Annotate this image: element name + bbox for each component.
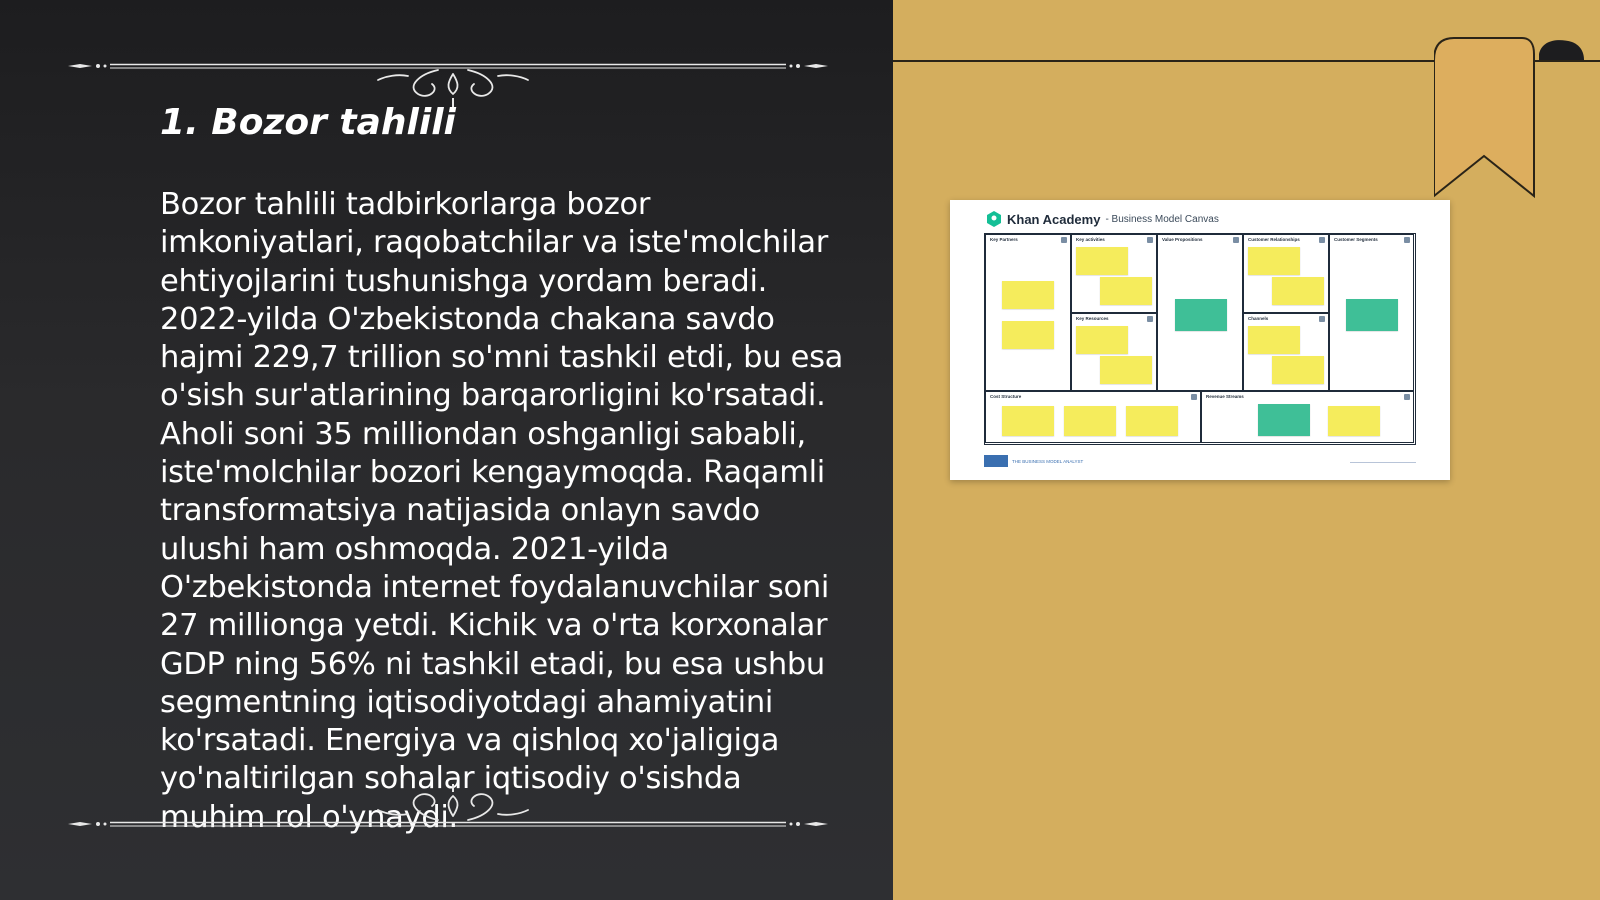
channels-cell <box>1243 313 1329 391</box>
money-bag-icon <box>1404 394 1410 400</box>
value-propositions-label: Value Propositions <box>1162 237 1203 242</box>
canvas-grid <box>984 233 1416 445</box>
bookmark-ribbon-icon <box>1434 36 1584 201</box>
heart-icon <box>1319 237 1325 243</box>
sticky-note <box>1076 326 1128 354</box>
business-model-canvas-image <box>950 200 1450 480</box>
sticky-note <box>1002 321 1054 349</box>
canvas-subtitle: - Business Model Canvas <box>1105 213 1219 225</box>
canvas-brand: Khan Academy <box>1007 211 1101 227</box>
channels-label: Channels <box>1248 316 1269 321</box>
factory-icon <box>1147 316 1153 322</box>
canvas-header <box>986 208 1219 230</box>
bottom-ornament-divider <box>68 784 828 854</box>
sticky-note <box>1272 277 1324 305</box>
sticky-note <box>1248 326 1300 354</box>
sticky-note <box>1002 406 1054 436</box>
check-icon <box>1147 237 1153 243</box>
revenue-streams-label: Revenue Streams <box>1206 394 1244 399</box>
cost-structure-label: Cost Structure <box>990 394 1022 399</box>
canvas-footer-logo <box>984 455 1083 467</box>
truck-icon <box>1319 316 1325 322</box>
revenue-streams-cell <box>1201 391 1414 443</box>
customer-segments-cell <box>1329 234 1414 391</box>
sticky-note <box>1064 406 1116 436</box>
sticky-note <box>1258 404 1310 436</box>
key-activities-label: Key activities <box>1076 237 1105 242</box>
key-activities-cell <box>1071 234 1157 313</box>
sticky-note <box>1175 299 1227 331</box>
sticky-note <box>1076 247 1128 275</box>
sticky-note <box>1100 356 1152 384</box>
customer-relationships-label: Customer Relationships <box>1248 237 1300 242</box>
key-resources-cell <box>1071 313 1157 391</box>
canvas-footer-text: THE BUSINESS MODEL ANALYST <box>1012 458 1084 464</box>
customer-relationships-cell <box>1243 234 1329 313</box>
value-propositions-cell <box>1157 234 1243 391</box>
sticky-note <box>1346 299 1398 331</box>
sticky-note <box>1126 406 1178 436</box>
slide-body-text: Bozor tahlili tadbirkorlarga bozor imkoniyatlari, raqobatchilar va iste'molchilar ehtiyojlarini tushunishga yordam beradi. 2022-yilda O'zbekistonda chakana savdo hajmi 229,7 trillion so'mni tashkil etdi, bu esa o'sish sur'atlarining barqarorligini ko'rsatadi. Aholi soni 35 milliondan oshganligi sababli, iste'molchilar bozori kengaymoqda. Raqamli transformatsiya natijasida onlayn savdo ulushi ham oshmoqda. 2021-yilda O'zbekistonda internet foydalanuvchilar soni 27 millionga yetdi. Kichik va o'rta korxonalar GDP ning 56% ni tashkil etadi, bu esa ushbu segmentning iqtisodiyotdagi ahamiyatini ko'rsatadi. Energiya va qishloq xo'jaligiga yo'naltirilgan sohalar iqtisodiy o'sishda muhim rol o'ynaydi. <box>160 187 844 835</box>
sticky-note <box>1100 277 1152 305</box>
key-resources-label: Key Resources <box>1076 316 1109 321</box>
sticky-note <box>1002 281 1054 309</box>
key-partners-label: Key Partners <box>990 237 1018 242</box>
cost-structure-cell <box>985 391 1201 443</box>
users-icon <box>1404 237 1410 243</box>
sticky-note <box>1248 247 1300 275</box>
link-icon <box>1061 237 1067 243</box>
analyst-logo-icon <box>984 455 1008 467</box>
gift-icon <box>1233 237 1239 243</box>
khan-academy-logo-icon <box>986 211 1002 227</box>
sticky-note <box>1328 406 1380 436</box>
slide-title: 1. Bozor tahlili <box>160 102 456 143</box>
top-ornament-divider <box>68 40 828 110</box>
sticky-note <box>1272 356 1324 384</box>
tag-icon <box>1191 394 1197 400</box>
customer-segments-label: Customer Segments <box>1334 237 1378 242</box>
key-partners-cell <box>985 234 1071 391</box>
footer-url-line <box>1350 462 1416 463</box>
